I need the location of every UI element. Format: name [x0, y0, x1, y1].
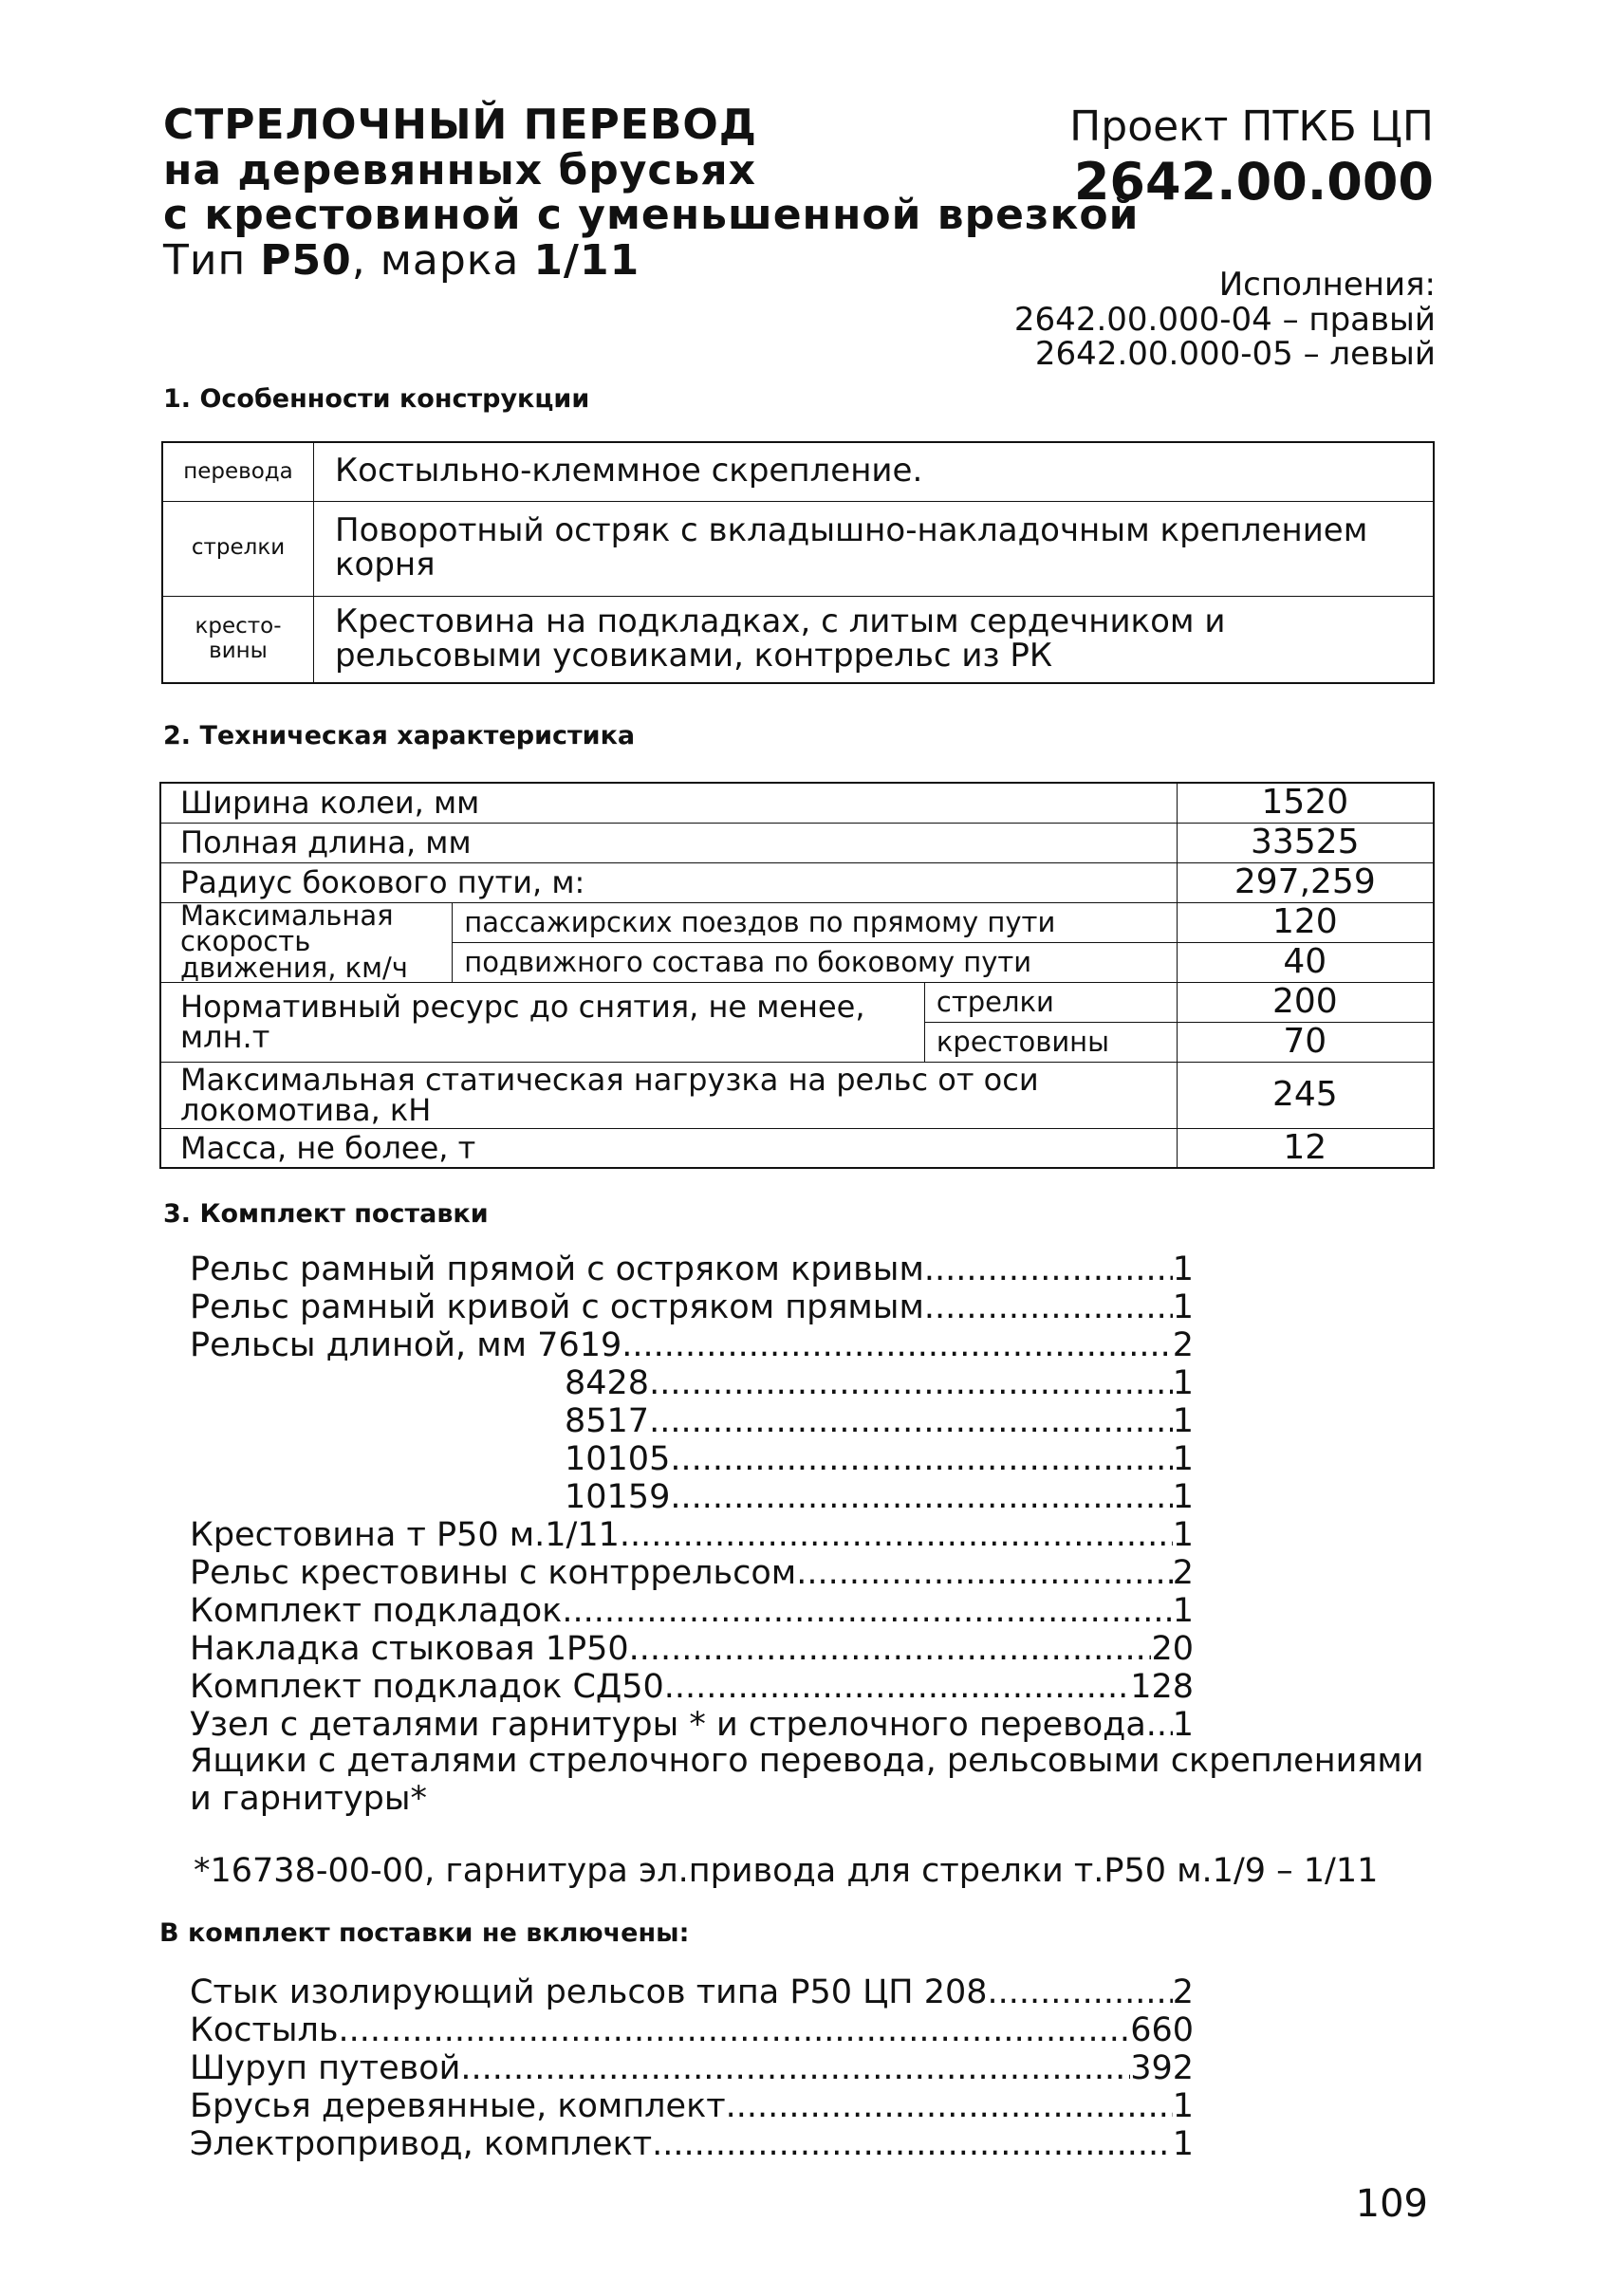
item-name: Рельс крестовины с контррельсом [190, 1554, 797, 1592]
spec-label: Масса, не более, т [160, 1128, 1177, 1168]
item-quantity: 1 [1172, 2087, 1194, 2125]
variants-label: Исполнения: [1218, 266, 1436, 304]
supply-list [190, 1250, 1194, 1744]
spec-value: 40 [1177, 942, 1434, 982]
item-quantity: 1 [1172, 1706, 1194, 1744]
item-name: Рельс рамный прямой с остряком кривым [190, 1250, 924, 1288]
boxes-line-2: и гарнитуры* [190, 1780, 428, 1818]
footnote: *16738-00-00, гарнитура эл.привода для стрелки т.Р50 м.1/9 – 1/11 [194, 1852, 1379, 1890]
spec-value: 1520 [1177, 783, 1434, 823]
table-row [160, 783, 1434, 823]
spec-label: Максимальная скорость движения, км/ч [160, 902, 453, 982]
list-item [190, 2125, 1194, 2163]
item-name: Шуруп путевой [190, 2049, 461, 2087]
item-quantity: 1 [1172, 1364, 1194, 1402]
spec-label: Полная длина, мм [160, 823, 1177, 862]
row-text: Поворотный остряк с вкладышно-накладочным креплением корня [314, 501, 1435, 596]
item-name: Узел с деталями гарнитуры * и стрелочного перевода [190, 1706, 1146, 1744]
item-name: Комплект подкладок СД50 [190, 1668, 664, 1706]
list-item [190, 1516, 1194, 1554]
row-label: стрелки [162, 501, 314, 596]
list-item [190, 1973, 1194, 2011]
item-name: Электропривод, комплект [190, 2125, 653, 2163]
list-item [190, 1440, 1194, 1478]
leader-dots [460, 2049, 1130, 2087]
table-row [162, 501, 1434, 596]
list-item [190, 1326, 1194, 1364]
item-quantity: 1 [1172, 1288, 1194, 1326]
excluded-list [190, 1973, 1194, 2163]
spec-value: 297,259 [1177, 862, 1434, 902]
table-row [162, 442, 1434, 501]
item-name: Комплект подкладок [190, 1592, 563, 1630]
leader-dots [649, 1364, 1173, 1402]
leader-dots [924, 1250, 1173, 1288]
list-item [190, 2011, 1194, 2049]
spec-label: Ширина колеи, мм [160, 783, 1177, 823]
item-name: Рельсы длиной, мм 7619 [190, 1326, 622, 1364]
variants-block [1014, 268, 1436, 372]
variant-right: 2642.00.000-04 – правый [1013, 300, 1436, 339]
item-quantity: 2 [1172, 1326, 1194, 1364]
item-quantity: 1 [1172, 1516, 1194, 1554]
spec-value: 120 [1177, 902, 1434, 942]
table-row [160, 902, 1434, 942]
spec-sublabel: крестовины [924, 1022, 1177, 1062]
table-row [160, 1128, 1434, 1168]
item-quantity: 660 [1130, 2011, 1194, 2049]
table-row [160, 1062, 1434, 1128]
list-item [190, 1592, 1194, 1630]
list-item [190, 1364, 1194, 1402]
title-line-2: на деревянных брусьях [163, 145, 756, 194]
spec-label: Нормативный ресурс до снятия, не менее, млн.т [160, 982, 924, 1062]
spec-value: 200 [1177, 982, 1434, 1022]
mark-value: 1/11 [533, 235, 640, 285]
item-quantity: 1 [1172, 1250, 1194, 1288]
section-3-title: 3. Комплект поставки [163, 1199, 489, 1229]
item-quantity: 2 [1172, 1554, 1194, 1592]
item-name: Костыль [190, 2011, 339, 2049]
row-text: Костыльно-клеммное скрепление. [314, 442, 1435, 501]
item-quantity: 20 [1151, 1630, 1194, 1668]
list-item [190, 1668, 1194, 1706]
leader-dots [670, 1478, 1172, 1516]
leader-dots [562, 1592, 1172, 1630]
spec-sublabel: стрелки [924, 982, 1177, 1022]
item-quantity: 1 [1172, 1478, 1194, 1516]
list-item [190, 1478, 1194, 1516]
leader-dots [664, 1668, 1130, 1706]
item-name: Стык изолирующий рельсов типа Р50 ЦП 208 [190, 1973, 988, 2011]
spec-value: 70 [1177, 1022, 1434, 1062]
section-1-title: 1. Особенности конструкции [163, 384, 590, 414]
type-value: Р50 [260, 235, 352, 285]
list-item [190, 1402, 1194, 1440]
list-item [190, 2049, 1194, 2087]
page-number: 109 [1355, 2182, 1428, 2226]
item-name: 8428 [565, 1364, 650, 1402]
leader-dots [988, 1973, 1173, 2011]
type-mark-line [163, 235, 1139, 285]
item-quantity: 1 [1172, 1402, 1194, 1440]
spec-sublabel: пассажирских поездов по прямому пути [453, 902, 1177, 942]
item-name: 10159 [565, 1478, 671, 1516]
boxes-line-1: Ящики с деталями стрелочного перевода, рельсовыми скреплениями [190, 1742, 1424, 1780]
type-mid: , марка [351, 235, 534, 285]
excluded-title: В комплект поставки не включены: [159, 1918, 690, 1948]
list-item [190, 1288, 1194, 1326]
list-item [190, 1554, 1194, 1592]
row-label: кресто-вины [162, 596, 314, 683]
item-name: 8517 [565, 1402, 650, 1440]
item-quantity: 392 [1130, 2049, 1194, 2087]
variant-left: 2642.00.000-05 – левый [1034, 335, 1436, 374]
row-text: Крестовина на подкладках, с литым сердечником и рельсовыми усовиками, контррельс из РК [314, 596, 1435, 683]
row-label: перевода [162, 442, 314, 501]
leader-dots [670, 1440, 1172, 1478]
leader-dots [649, 1402, 1173, 1440]
type-prefix: Тип [163, 235, 261, 285]
table-row [162, 596, 1434, 683]
project-code: 2642.00.000 [1073, 152, 1434, 212]
item-quantity: 1 [1172, 1440, 1194, 1478]
leader-dots [924, 1288, 1173, 1326]
item-name: Брусья деревянные, комплект [190, 2087, 726, 2125]
leader-dots [620, 1516, 1173, 1554]
leader-dots [652, 2125, 1173, 2163]
leader-dots [796, 1554, 1173, 1592]
leader-dots [726, 2087, 1173, 2125]
spec-value: 33525 [1177, 823, 1434, 862]
specs-table [159, 782, 1435, 1169]
leader-dots [629, 1630, 1152, 1668]
item-name: 10105 [565, 1440, 671, 1478]
spec-label: Максимальная статическая нагрузка на рельс от оси локомотива, кН [160, 1062, 1177, 1128]
item-quantity: 1 [1172, 1592, 1194, 1630]
spec-sublabel: подвижного состава по боковому пути [453, 942, 1177, 982]
table-row [160, 823, 1434, 862]
table-row [160, 982, 1434, 1022]
leader-dots [621, 1326, 1172, 1364]
item-quantity: 2 [1172, 1973, 1194, 2011]
section-2-title: 2. Техническая характеристика [163, 721, 636, 750]
item-name: Накладка стыковая 1Р50 [190, 1630, 629, 1668]
item-quantity: 128 [1130, 1668, 1194, 1706]
leader-dots [1146, 1706, 1173, 1744]
spec-label: Радиус бокового пути, м: [160, 862, 1177, 902]
item-quantity: 1 [1172, 2125, 1194, 2163]
leader-dots [339, 2011, 1131, 2049]
list-item [190, 1706, 1194, 1744]
spec-value: 12 [1177, 1128, 1434, 1168]
project-label: Проект ПТКБ ЦП [1069, 102, 1434, 151]
document-title [163, 102, 1139, 283]
item-name: Рельс рамный кривой с остряком прямым [190, 1288, 924, 1326]
table-row [160, 862, 1434, 902]
list-item [190, 2087, 1194, 2125]
features-table [161, 441, 1435, 684]
title-line-3: с крестовиной с уменьшенной врезкой [163, 191, 1140, 240]
spec-value: 245 [1177, 1062, 1434, 1128]
list-item [190, 1250, 1194, 1288]
list-item [190, 1630, 1194, 1668]
title-line-1: СТРЕЛОЧНЫЙ ПЕРЕВОД [163, 101, 757, 149]
item-name: Крестовина т Р50 м.1/11 [190, 1516, 620, 1554]
